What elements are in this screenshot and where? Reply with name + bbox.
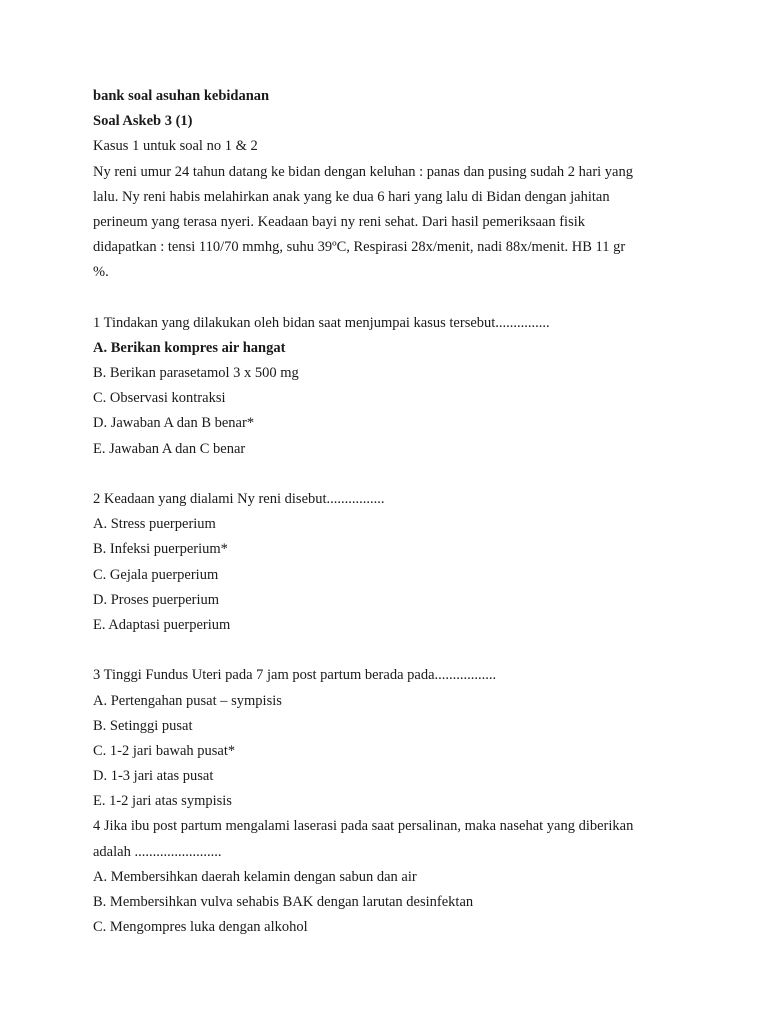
option-b: B. Infeksi puerperium* — [93, 541, 228, 558]
case-line: %. — [93, 264, 109, 281]
option-c: C. Mengompres luka dengan alkohol — [93, 919, 308, 936]
option-d: D. 1-3 jari atas pusat — [93, 768, 214, 785]
spacer — [93, 462, 693, 487]
document-title: bank soal asuhan kebidanan — [93, 88, 270, 104]
case-line: didapatkan : tensi 110/70 mmhg, suhu 39ºC, Respirasi 28x/menit, nadi 88x/menit. HB 11 gr — [93, 239, 626, 256]
question-text: adalah ........................ — [93, 843, 222, 860]
option-c: C. Gejala puerperium — [93, 566, 219, 583]
case-line: perineum yang terasa nyeri. Keadaan bayi ny reni sehat. Dari hasil pemeriksaan fisik — [93, 213, 586, 230]
question-text: 3 Tinggi Fundus Uteri pada 7 jam post partum berada pada................. — [93, 667, 497, 684]
question-1 — [93, 311, 693, 462]
spacer — [93, 286, 693, 311]
question-text: 4 Jika ibu post partum mengalami laserasi pada saat persalinan, maka nasehat yang diberikan — [93, 818, 634, 835]
option-c: C. 1-2 jari bawah pusat* — [93, 742, 236, 759]
option-e: E. Adaptasi puerperium — [93, 616, 231, 633]
option-d: D. Proses puerperium — [93, 591, 220, 608]
document-subtitle: Soal Askeb 3 (1) — [93, 113, 193, 130]
question-2 — [93, 487, 693, 638]
option-c: C. Observasi kontraksi — [93, 390, 226, 407]
question-text: 2 Keadaan yang dialami Ny reni disebut................ — [93, 491, 385, 507]
option-d: D. Jawaban A dan B benar* — [93, 415, 255, 432]
question-4 — [93, 814, 693, 940]
option-e: E. 1-2 jari atas sympisis — [93, 793, 232, 810]
option-a: A. Membersihkan daerah kelamin dengan sabun dan air — [93, 868, 417, 885]
option-b: B. Setinggi pusat — [93, 717, 193, 734]
option-a: A. Pertengahan pusat – sympisis — [93, 692, 282, 709]
question-3 — [93, 663, 693, 814]
case-line: Ny reni umur 24 tahun datang ke bidan dengan keluhan : panas dan pusing sudah 2 hari yang — [93, 163, 633, 180]
option-a: A. Stress puerperium — [93, 516, 216, 533]
option-b: B. Membersihkan vulva sehabis BAK dengan larutan desinfektan — [93, 894, 474, 910]
case-description — [93, 160, 693, 286]
option-a: A. Berikan kompres air hangat — [93, 339, 286, 356]
question-text: 1 Tindakan yang dilakukan oleh bidan saat menjumpai kasus tersebut............... — [93, 314, 550, 331]
case-intro: Kasus 1 untuk soal no 1 & 2 — [93, 138, 258, 155]
document-page — [93, 84, 693, 940]
option-b: B. Berikan parasetamol 3 x 500 mg — [93, 365, 299, 382]
case-line: lalu. Ny reni habis melahirkan anak yang ke dua 6 hari yang lalu di Bidan dengan jahitan — [93, 188, 610, 205]
spacer — [93, 638, 693, 663]
option-e: E. Jawaban A dan C benar — [93, 440, 246, 457]
